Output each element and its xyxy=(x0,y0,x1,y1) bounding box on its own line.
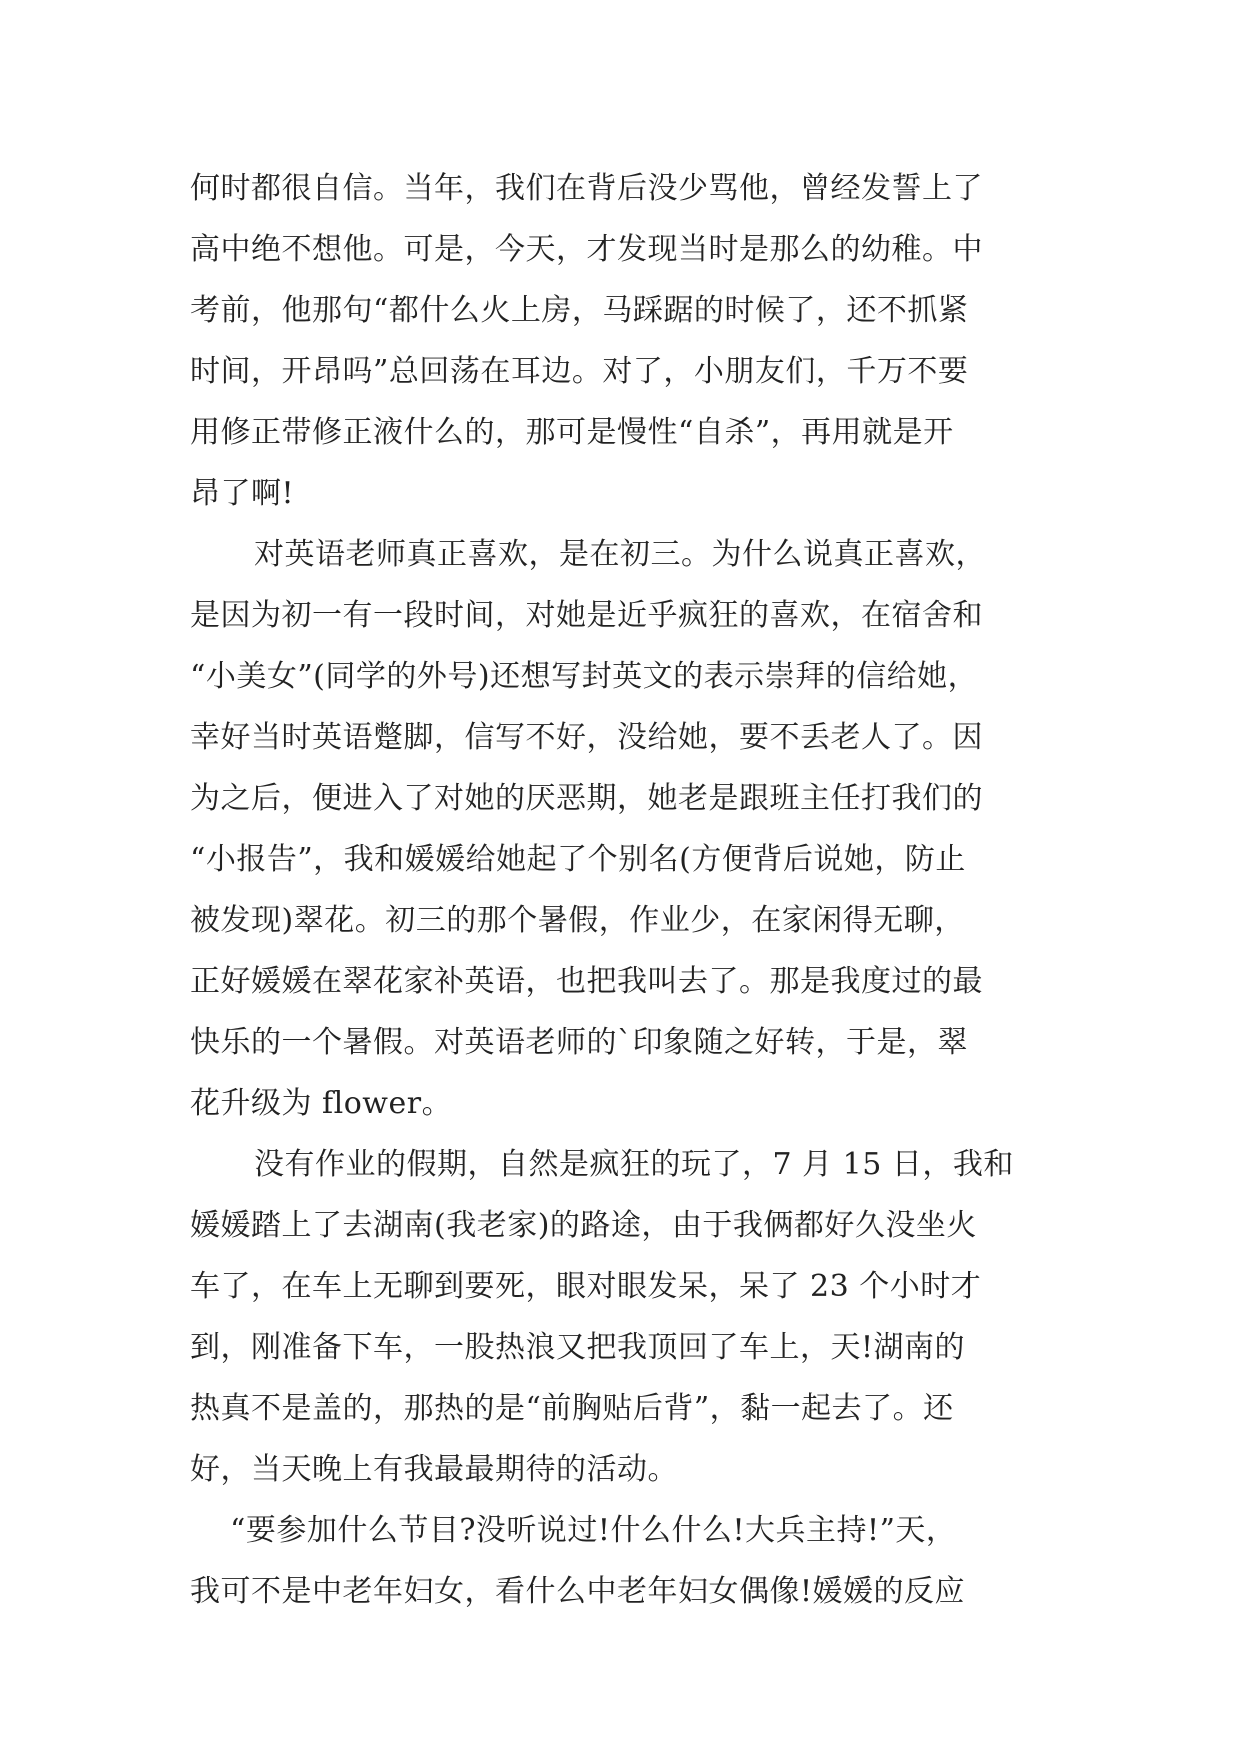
text-line: 为之后，便进入了对她的厌恶期，她老是跟班主任打我们的 xyxy=(190,781,983,816)
text-line: 好，当天晚上有我最最期待的活动。 xyxy=(190,1452,678,1487)
text-line: 考前，他那句“都什么火上房，马踩踞的时候了，还不抓紧 xyxy=(190,293,969,328)
text-line: 用修正带修正液什么的，那可是慢性“自杀”，再用就是开 xyxy=(190,415,954,450)
text-line: 车了，在车上无聊到要死，眼对眼发呆，呆了 23 个小时才 xyxy=(190,1269,982,1304)
text-line: 快乐的一个暑假。对英语老师的`印象随之好转，于是，翠 xyxy=(190,1025,968,1060)
text-line: 花升级为 flower。 xyxy=(190,1086,453,1121)
text-line: 热真不是盖的，那热的是“前胸贴后背”，黏一起去了。还 xyxy=(190,1391,954,1426)
text-line: 高中绝不想他。可是，今天，才发现当时是那么的幼稚。中 xyxy=(190,232,983,267)
text-line: 幸好当时英语蹩脚，信写不好，没给她，要不丢老人了。因 xyxy=(190,720,983,755)
text-line: 正好媛媛在翠花家补英语，也把我叫去了。那是我度过的最 xyxy=(190,964,983,999)
paragraph-start-line: 对英语老师真正喜欢，是在初三。为什么说真正喜欢， xyxy=(254,537,986,572)
text-line: 昂了啊! xyxy=(190,476,295,511)
text-line: 何时都很自信。当年，我们在背后没少骂他，曾经发誓上了 xyxy=(190,171,983,206)
text-line: 是因为初一有一段时间，对她是近乎疯狂的喜欢，在宿舍和 xyxy=(190,598,983,633)
text-line: “小美女”(同学的外号)还想写封英文的表示崇拜的信给她， xyxy=(190,659,979,694)
text-line: 我可不是中老年妇女，看什么中老年妇女偶像!媛媛的反应 xyxy=(190,1574,966,1609)
text-line: 媛媛踏上了去湖南(我老家)的路途，由于我俩都好久没坐火 xyxy=(190,1208,977,1243)
body-text xyxy=(190,158,1060,1622)
text-line: 时间，开昂吗”总回荡在耳边。对了，小朋友们，千万不要 xyxy=(190,354,969,389)
text-line: 被发现)翠花。初三的那个暑假，作业少，在家闲得无聊， xyxy=(190,903,965,938)
paragraph-start-line: 没有作业的假期，自然是疯狂的玩了，7 月 15 日，我和 xyxy=(254,1147,1014,1182)
text-line: 到，刚准备下车，一股热浪又把我顶回了车上，天!湖南的 xyxy=(190,1330,966,1365)
text-line: “小报告”，我和媛媛给她起了个别名(方便背后说她，防止 xyxy=(190,842,966,877)
paragraph-start-line: “要参加什么节目?没听说过!什么什么!大兵主持!”天， xyxy=(230,1513,957,1548)
